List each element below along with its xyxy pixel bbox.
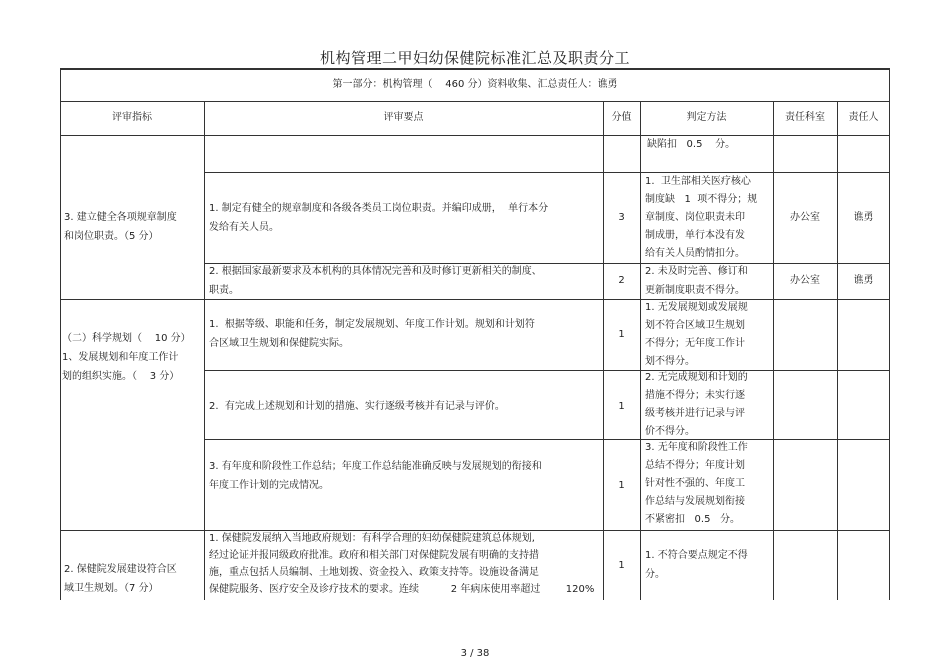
method-cell: 1. 卫生部相关医疗核心 制度缺 1 项不得分；规 章制度、岗位职责未印 制成册，单行本没有发 给有关人员酌情扣分。 bbox=[645, 176, 758, 259]
indicator-scientific-planning: （二）科学规划（ 10 分） 1、发展规划和年度工作计 划的组织实施。（ 3 分） bbox=[62, 333, 191, 382]
page-number: 3 / 38 bbox=[460, 648, 490, 659]
review-point-cell: 2. 根据国家最新要求及本机构的具体情况完善和及时修订更新相关的制度、 职责。 bbox=[209, 266, 542, 296]
method-cell: 3. 无年度和阶段性工作 总结不得分；年度计划 针对性不强的、年度工 作总结与发展规划衔接 不紧密扣 0.5 分。 bbox=[645, 442, 748, 525]
review-point-cell: 1. 保健院发展纳入当地政府规划：有科学合理的妇幼保健院建筑总体规划, 经过论证并报同级政府批准。政府和相关部门对保健院发展有明确的支持措 施，重点包括人员编制、土地划拨、资金投入、政策支持等。设施设备满足 保健院服务、医疗安全及诊疗技术的要求。连续 2 年病床使用率超过 120% bbox=[209, 533, 595, 595]
review-point-cell: 1. 制定有健全的规章制度和各级各类员工岗位职责。并编印成册， 单行本分 发给有关人员。 bbox=[209, 203, 549, 233]
method-cell: 2. 未及时完善、修订和 更新制度职责不得分。 bbox=[645, 266, 748, 296]
review-point-cell: 2. 有完成上述规划和计划的措施、实行逐级考核并有记录与评价。 bbox=[209, 401, 505, 412]
method-cell: 1. 不符合要点规定不得 分。 bbox=[645, 550, 748, 580]
method-cell: 2. 无完成规划和计划的 措施不得分；未实行逐 级考核并进行记录与评 价不得分。 bbox=[645, 372, 748, 437]
review-point-cell: 1. 根据等级、职能和任务，制定发展规划、年度工作计划。规划和计划符 合区域卫生规划和保健院实际。 bbox=[209, 319, 535, 349]
indicator-rules-and-duties: 3. 建立健全各项规章制度 和岗位职责。（5 分） bbox=[64, 212, 177, 242]
column-header-person: 责任人 bbox=[848, 112, 879, 123]
indicator-regional-health-plan: 2. 保健院发展建设符合区 域卫生规划。（7 分） bbox=[64, 564, 177, 594]
department-cell: 办公室 bbox=[790, 212, 820, 223]
department-cell: 办公室 bbox=[790, 275, 820, 286]
person-cell: 谯勇 bbox=[853, 275, 874, 286]
score-cell: 1 bbox=[618, 560, 625, 571]
column-header-review-point: 评审要点 bbox=[383, 112, 424, 123]
column-header-score: 分值 bbox=[611, 112, 632, 123]
score-cell: 1 bbox=[618, 329, 625, 340]
score-cell: 1 bbox=[618, 480, 625, 491]
person-cell: 谯勇 bbox=[853, 212, 874, 223]
column-header-method: 判定方法 bbox=[686, 112, 727, 123]
score-cell: 2 bbox=[618, 275, 625, 286]
column-header-indicator: 评审指标 bbox=[112, 112, 152, 123]
score-cell: 3 bbox=[618, 212, 625, 223]
section-header: 第一部分：机构管理（ 460 分）资料收集、汇总责任人：谯勇 bbox=[332, 79, 618, 90]
column-header-department: 责任科室 bbox=[785, 112, 825, 123]
method-cell: 1. 无发展规划或发展规 划不符合区域卫生规划 不得分；无年度工作计 划不得分。 bbox=[645, 302, 748, 367]
document-title: 机构管理二甲妇幼保健院标准汇总及职责分工 bbox=[319, 49, 630, 67]
review-point-cell: 3. 有年度和阶段性工作总结；年度工作总结能准确反映与发展规划的衔接和 年度工作计划的完成情况。 bbox=[209, 461, 542, 491]
method-cell: 缺陷扣 0.5 分。 bbox=[647, 139, 736, 150]
score-cell: 1 bbox=[618, 401, 625, 412]
